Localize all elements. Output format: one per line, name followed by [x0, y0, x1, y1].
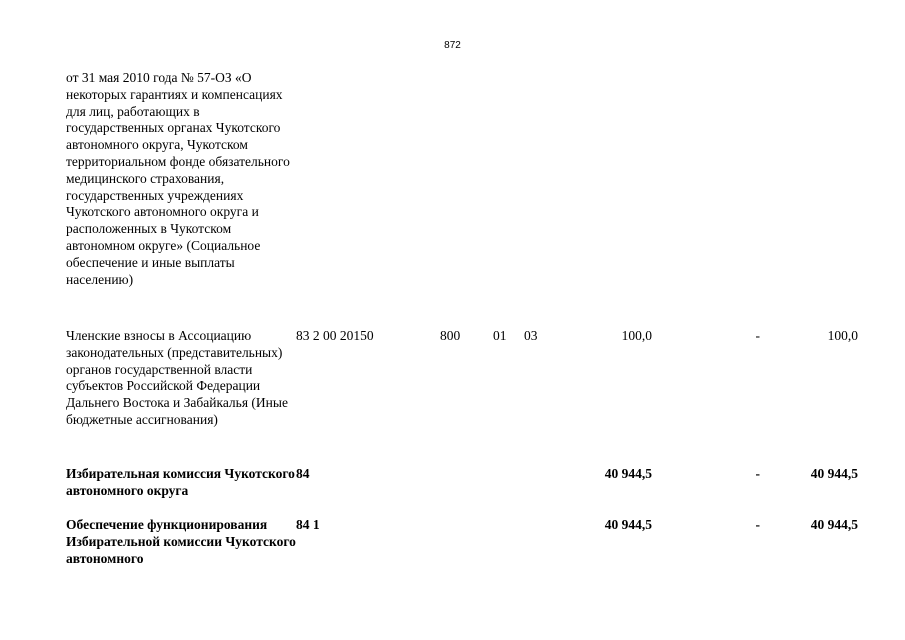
row-section: 01 [493, 328, 507, 343]
row-sum: 40 944,5 [604, 466, 652, 481]
row-name: Избирательная комиссия Чукотского автономного округа [66, 466, 295, 498]
row-code: 84 [296, 466, 310, 481]
row-code: 84 1 [296, 517, 320, 532]
row-sum: 100,0 [621, 328, 652, 343]
row-name: Обеспечение функционирования Избирательной комиссии Чукотского автономного [66, 517, 296, 566]
page-number: 872 [444, 40, 461, 51]
row-change: - [755, 517, 760, 532]
row-expense-type: 800 [440, 328, 461, 343]
row-subsection: 03 [524, 328, 538, 343]
row-total: 100,0 [827, 328, 858, 343]
row-change: - [755, 466, 760, 481]
row-change: - [755, 328, 760, 343]
row-total: 40 944,5 [810, 466, 858, 481]
row-name: от 31 мая 2010 года № 57-ОЗ «О некоторых гарантиях и компенсациях для лиц, работающих в государственных органах Чукотского автономного округа, Чукотском территориальном фонде обязательного медицинского страхования, государственных учреждениях Чукотского автономного округа и расположенных в Чукотском автономном округе» (Социальное обеспечение и иные выплаты населению) [66, 70, 290, 287]
row-name: Членские взносы в Ассоциацию законодательных (представительных) органов государственной власти субъектов Российской Федерации Дальнего Востока и Забайкалья (Иные бюджетные ассигнования) [66, 328, 288, 427]
row-code: 83 2 00 20150 [296, 328, 374, 343]
row-sum: 40 944,5 [604, 517, 652, 532]
row-total: 40 944,5 [810, 517, 858, 532]
